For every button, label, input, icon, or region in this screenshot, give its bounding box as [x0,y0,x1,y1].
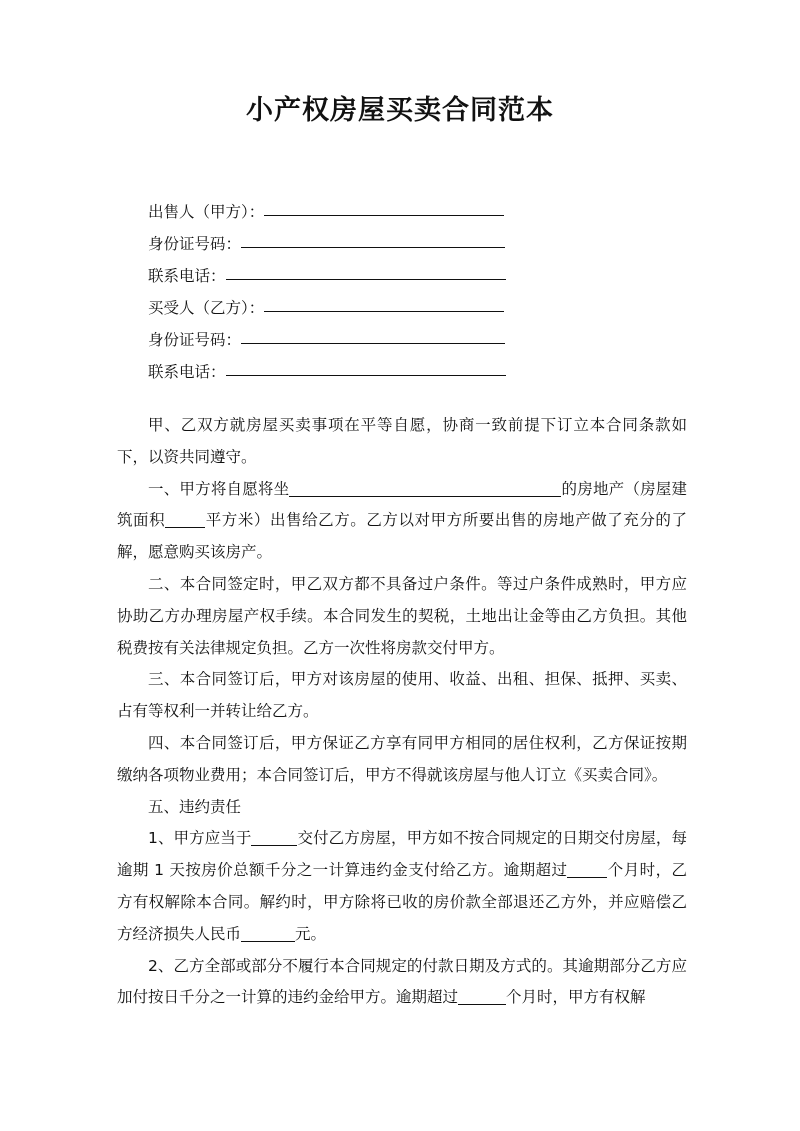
clause-text: 平方米）出售给乙方。乙方以对甲方所要出售的房地产做了充分的了解，愿意购买该房产。 [117,511,687,562]
contract-body [117,410,687,1014]
fill-in-blank [251,830,297,847]
clause-text: 一、甲方将自愿将坐 [148,479,290,498]
intro-paragraph: 甲、乙双方就房屋买卖事项在平等自愿，协商一致前提下订立本合同条款如下，以资共同遵守。 [117,416,687,466]
field-label: 身份证号码： [148,235,242,253]
fill-in-blank [567,862,607,879]
document-title: 小产权房屋买卖合同范本 [246,95,554,126]
clause-1 [117,474,687,569]
fill-in-blank [241,925,295,942]
buyer-id-field [148,318,518,350]
field-label: 联系电话： [148,267,226,285]
clause-3: 三、本合同签订后，甲方对该房屋的使用、收益、出租、担保、抵押、买卖、占有等权利一并转让给乙方。 [117,670,687,721]
fill-in-blank [289,480,561,497]
field-label: 买受人（乙方）： [148,299,265,317]
clause-text: 个月时，甲方有权解 [506,988,646,1007]
buyer-phone-field [148,350,518,382]
fill-in-blank [165,512,205,529]
clause-4: 四、本合同签订后，甲方保证乙方享有同甲方相同的居住权利，乙方保证按期缴纳各项物业费用；本合同签订后，甲方不得就该房屋与他人订立《买卖合同》。 [117,733,687,784]
party-info-fields [148,190,518,382]
fill-in-blank [264,215,504,216]
clause-text: 2、乙方全部或部分不履行本合同规定的付款日期及方式的。其逾期部分乙方应加付按日千分之一计算的违约金给甲方。逾期超过 [117,956,687,1007]
clause-text: 个月时，乙方有权解除本合同。解约时，甲方除将已收的房价款全部退还乙方外，并应赔偿乙方经济损失人民币 [117,861,687,943]
fill-in-blank [226,279,506,280]
fill-in-blank [264,311,504,312]
clause-5-1 [117,823,687,950]
clause-text: 的房地产（房屋建筑面积 [117,479,687,530]
field-label: 身份证号码： [148,331,242,349]
fill-in-blank [458,989,506,1006]
seller-id-field [148,222,518,254]
clause-text: 1、甲方应当于 [148,829,252,848]
field-label: 联系电话： [148,363,226,381]
fill-in-blank [241,343,505,344]
clause-5-2 [117,951,687,1015]
seller-phone-field [148,254,518,286]
field-label: 出售人（甲方）： [148,203,265,221]
clause-text: 交付乙方房屋，甲方如不按合同规定的日期交付房屋，每逾期 1 天按房价总额千分之一计算违约金支付给乙方。逾期超过 [117,829,687,880]
clause-5-heading: 五、违约责任 [148,797,242,816]
fill-in-blank [241,247,505,248]
seller-name-field [148,190,518,222]
clause-text: 元。 [295,924,327,943]
buyer-name-field [148,286,518,318]
fill-in-blank [226,375,506,376]
clause-2: 二、本合同签定时，甲乙双方都不具备过户条件。等过户条件成熟时，甲方应协助乙方办理房屋产权手续。本合同发生的契税，土地出让金等由乙方负担。其他税费按有关法律规定负担。乙方一次性将房款交付甲方。 [117,574,687,657]
